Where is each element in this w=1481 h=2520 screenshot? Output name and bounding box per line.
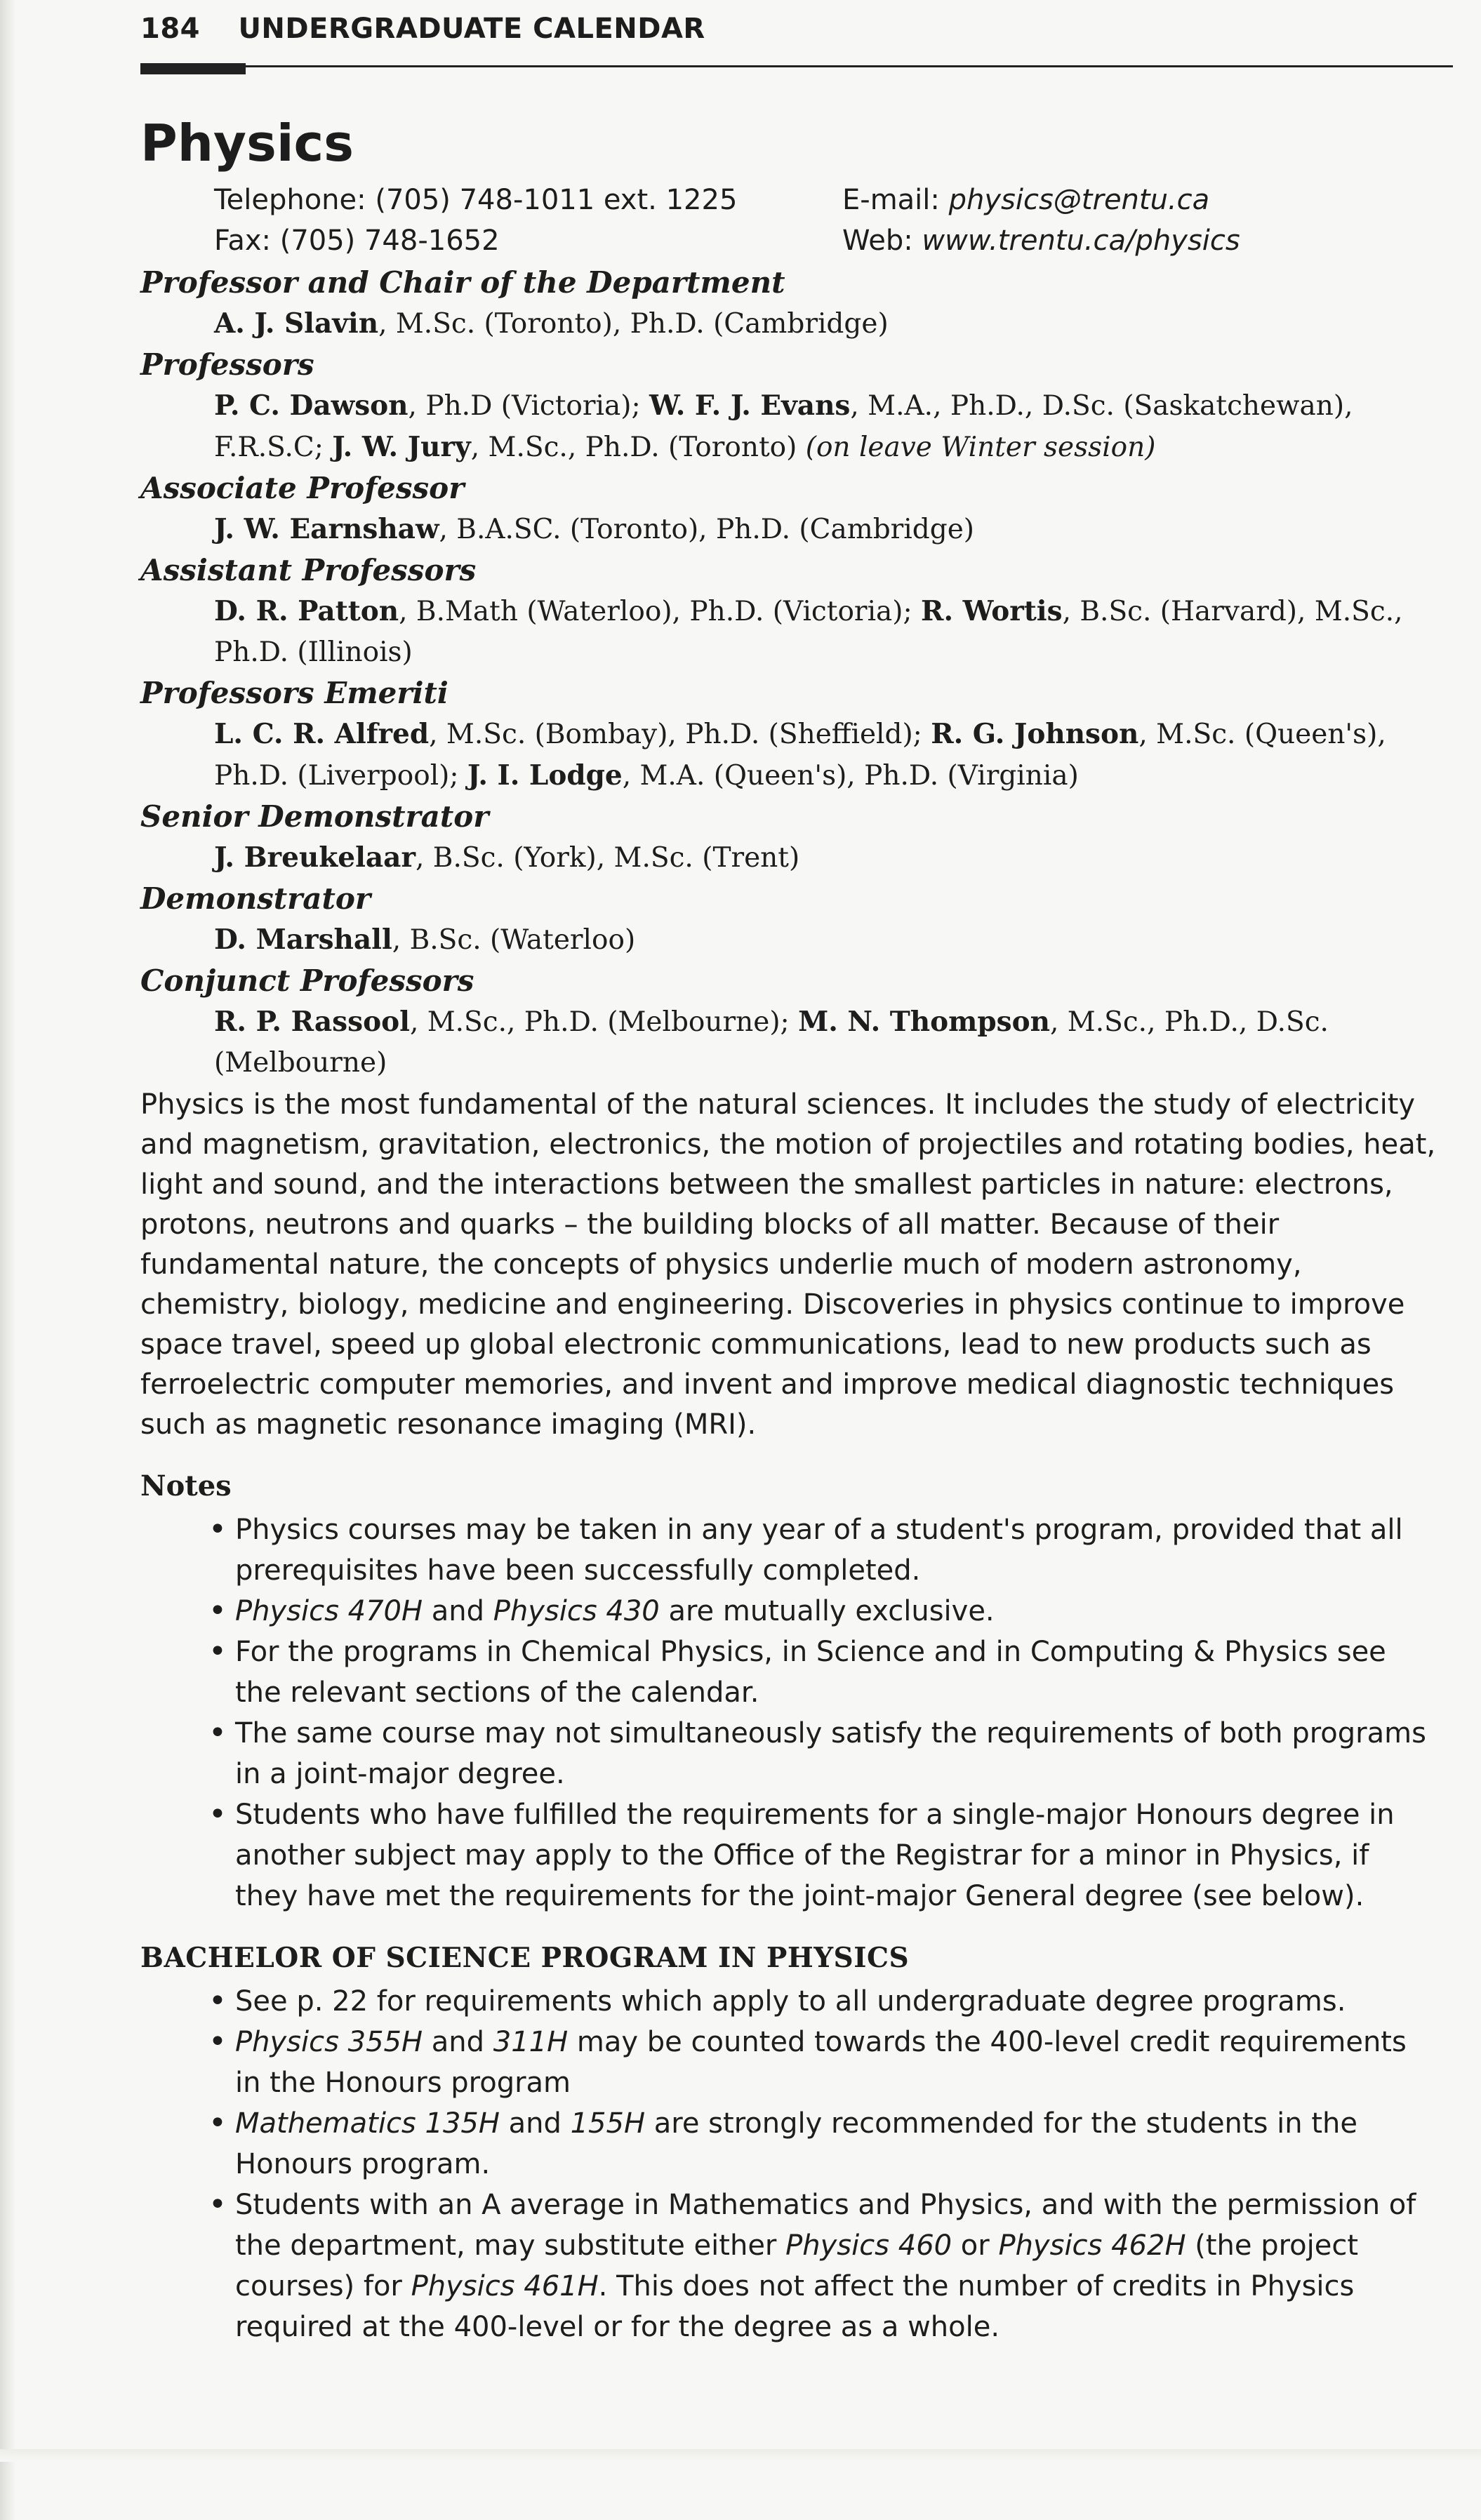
text-run: , M.A. (Queen's), Ph.D. (Virginia) bbox=[622, 760, 1079, 792]
running-header-title: UNDERGRADUATE CALENDAR bbox=[238, 13, 705, 45]
text-run: See p. 22 for requirements which apply to all undergraduate degree programs. bbox=[235, 1985, 1346, 2018]
text-run: Students with an A average in Mathematics and Physics, and with the permission of the department, may substitute either bbox=[235, 2189, 1416, 2262]
faculty-members bbox=[214, 837, 1439, 879]
contact-block bbox=[214, 180, 1439, 262]
italic-text: 311H bbox=[493, 2026, 569, 2058]
header-rule bbox=[140, 65, 1453, 67]
person-name: D. Marshall bbox=[214, 924, 392, 956]
italic-text: 155H bbox=[570, 2107, 646, 2140]
text-run: , B.A.SC. (Toronto), Ph.D. (Cambridge) bbox=[439, 514, 974, 545]
header-block-bar bbox=[140, 63, 246, 74]
person-name: W. F. J. Evans bbox=[649, 389, 851, 422]
text-run: , Ph.D (Victoria); bbox=[408, 390, 650, 422]
person-name: R. Wortis bbox=[921, 595, 1063, 627]
text-run: , B.Sc. (Harvard), M.Sc., Ph.D. (Illinois) bbox=[214, 596, 1403, 668]
faculty-members bbox=[214, 1001, 1439, 1084]
web-line bbox=[842, 220, 1240, 261]
italic-text: Physics 460 bbox=[785, 2229, 952, 2262]
italic-text: Physics 355H bbox=[235, 2026, 423, 2058]
page-content bbox=[140, 111, 1439, 2347]
faculty-members bbox=[214, 303, 1439, 345]
fax: Fax: (705) 748-1652 bbox=[214, 225, 500, 257]
faculty-members bbox=[214, 385, 1439, 468]
text-run: , M.Sc., Ph.D., D.Sc. (Melbourne) bbox=[214, 1006, 1329, 1079]
text-run: , M.Sc. (Toronto), Ph.D. (Cambridge) bbox=[378, 308, 889, 340]
italic-text: Physics 461H bbox=[411, 2270, 599, 2302]
text-run: , B.Sc. (York), M.Sc. (Trent) bbox=[416, 842, 800, 874]
program-heading: BACHELOR OF SCIENCE PROGRAM IN PHYSICS bbox=[140, 1942, 910, 1974]
faculty-members bbox=[214, 591, 1439, 673]
person-name: L. C. R. Alfred bbox=[214, 718, 430, 750]
faculty-rank-heading: Professor and Chair of the Department bbox=[140, 265, 785, 300]
text-run: , M.Sc. (Bombay), Ph.D. (Sheffield); bbox=[429, 719, 931, 750]
person-name: J. I. Lodge bbox=[467, 759, 623, 792]
list-item bbox=[235, 2185, 1439, 2347]
notes-heading: Notes bbox=[140, 1469, 232, 1502]
running-header bbox=[140, 13, 705, 45]
list-item bbox=[235, 1713, 1439, 1794]
faculty-rank-heading: Demonstrator bbox=[140, 881, 371, 916]
italic-text: Physics 430 bbox=[493, 1595, 660, 1627]
program-requirements-list bbox=[140, 1981, 1439, 2347]
faculty-list bbox=[140, 262, 1439, 1084]
list-item bbox=[235, 1981, 1439, 2022]
intro-paragraph: Physics is the most fundamental of the natural sciences. It includes the study of electricity and magnetism, gravitation, electronics, the motion of projectiles and rotating bodies, heat, light and sound, and the interactions between the smallest particles in nature: electrons, protons, neutrons and quarks – the building blocks of all matter. Because of their fundamental nature, the concepts of physics underlie much of modern astronomy, chemistry, biology, medicine and engineering. Discoveries in physics continue to improve space travel, speed up global electronic communications, lead to new products such as ferroelectric computer memories, and invent and improve medical diagnostic techniques such as magnetic resonance imaging (MRI). bbox=[140, 1088, 1436, 1441]
faculty-rank-heading: Conjunct Professors bbox=[140, 964, 474, 998]
faculty-members bbox=[214, 714, 1439, 796]
web-label: Web: bbox=[842, 225, 922, 257]
italic-text: Mathematics 135H bbox=[235, 2107, 500, 2140]
list-item bbox=[235, 1509, 1439, 1591]
department-title: Physics bbox=[140, 114, 354, 173]
faculty-rank-heading: Assistant Professors bbox=[140, 553, 477, 587]
telephone: Telephone: (705) 748-1011 ext. 1225 bbox=[214, 184, 738, 216]
text-run: and bbox=[423, 2026, 493, 2058]
faculty-members bbox=[214, 509, 1439, 550]
faculty-rank-heading: Associate Professor bbox=[140, 471, 465, 505]
notes-list bbox=[140, 1509, 1439, 1916]
email-line bbox=[842, 180, 1209, 220]
text-run: are mutually exclusive. bbox=[659, 1595, 995, 1627]
person-name: J. W. Earnshaw bbox=[214, 513, 439, 545]
text-run: may be counted towards the 400-level credit requirements in the Honours program bbox=[235, 2026, 1407, 2099]
text-run: For the programs in Chemical Physics, in Science and in Computing & Physics see the relevant sections of the calendar. bbox=[235, 1636, 1386, 1709]
text-run: , M.A., Ph.D., D.Sc. (Saskatchewan), F.R.S.C; bbox=[214, 390, 1353, 463]
text-run: , M.Sc. (Queen's), Ph.D. (Liverpool); bbox=[214, 719, 1386, 792]
person-name: P. C. Dawson bbox=[214, 389, 409, 422]
list-item bbox=[235, 1632, 1439, 1713]
page-number: 184 bbox=[140, 13, 200, 45]
person-name: R. P. Rassool bbox=[214, 1006, 410, 1038]
text-run: , M.Sc., Ph.D. (Melbourne); bbox=[409, 1006, 799, 1038]
text-run: and bbox=[423, 1595, 493, 1627]
text-run: Physics courses may be taken in any year of a student's program, provided that all prerequisites have been successfully completed. bbox=[235, 1514, 1403, 1587]
faculty-rank-heading: Senior Demonstrator bbox=[140, 799, 489, 834]
scan-shadow bbox=[0, 0, 15, 2520]
person-name: R. G. Johnson bbox=[931, 718, 1139, 750]
text-run: . This does not affect the number of credits in Physics required at the 400-level or for the degree as a whole. bbox=[235, 2270, 1355, 2343]
italic-text: Physics 462H bbox=[998, 2229, 1186, 2262]
list-item bbox=[235, 1794, 1439, 1916]
text-run: are strongly recommended for the students in the Honours program. bbox=[235, 2107, 1357, 2180]
text-run: , B.Sc. (Waterloo) bbox=[392, 924, 636, 956]
text-run: Students who have fulfilled the requirements for a single-major Honours degree in another subject may apply to the Office of the Registrar for a minor in Physics, if they have met the requirements for the joint-major General degree (see below). bbox=[235, 1799, 1395, 1912]
text-run: (the project courses) for bbox=[235, 2229, 1359, 2302]
person-name: J. W. Jury bbox=[332, 431, 471, 463]
list-item bbox=[235, 1591, 1439, 1632]
email-label: E-mail: bbox=[842, 184, 949, 216]
text-run: The same course may not simultaneously satisfy the requirements of both programs in a joint-major degree. bbox=[235, 1717, 1426, 1790]
text-run: , B.Math (Waterloo), Ph.D. (Victoria); bbox=[399, 596, 922, 627]
italic-text: Physics 470H bbox=[235, 1595, 423, 1627]
list-item bbox=[235, 2103, 1439, 2185]
text-run: , M.Sc., Ph.D. (Toronto) bbox=[470, 432, 806, 463]
person-name: J. Breukelaar bbox=[214, 841, 416, 874]
scan-bottom-edge bbox=[0, 2449, 1481, 2462]
faculty-rank-heading: Professors Emeriti bbox=[140, 676, 449, 710]
text-run: or bbox=[952, 2229, 999, 2262]
person-name: A. J. Slavin bbox=[214, 307, 379, 340]
person-name: M. N. Thompson bbox=[798, 1006, 1050, 1038]
email-link[interactable]: physics@trentu.ca bbox=[948, 184, 1210, 216]
italic-text: (on leave Winter session) bbox=[805, 432, 1156, 463]
person-name: D. R. Patton bbox=[214, 595, 399, 627]
web-link[interactable]: www.trentu.ca/physics bbox=[922, 225, 1240, 257]
text-run: and bbox=[499, 2107, 571, 2140]
list-item bbox=[235, 2022, 1439, 2103]
faculty-rank-heading: Professors bbox=[140, 347, 314, 382]
faculty-members bbox=[214, 919, 1439, 961]
